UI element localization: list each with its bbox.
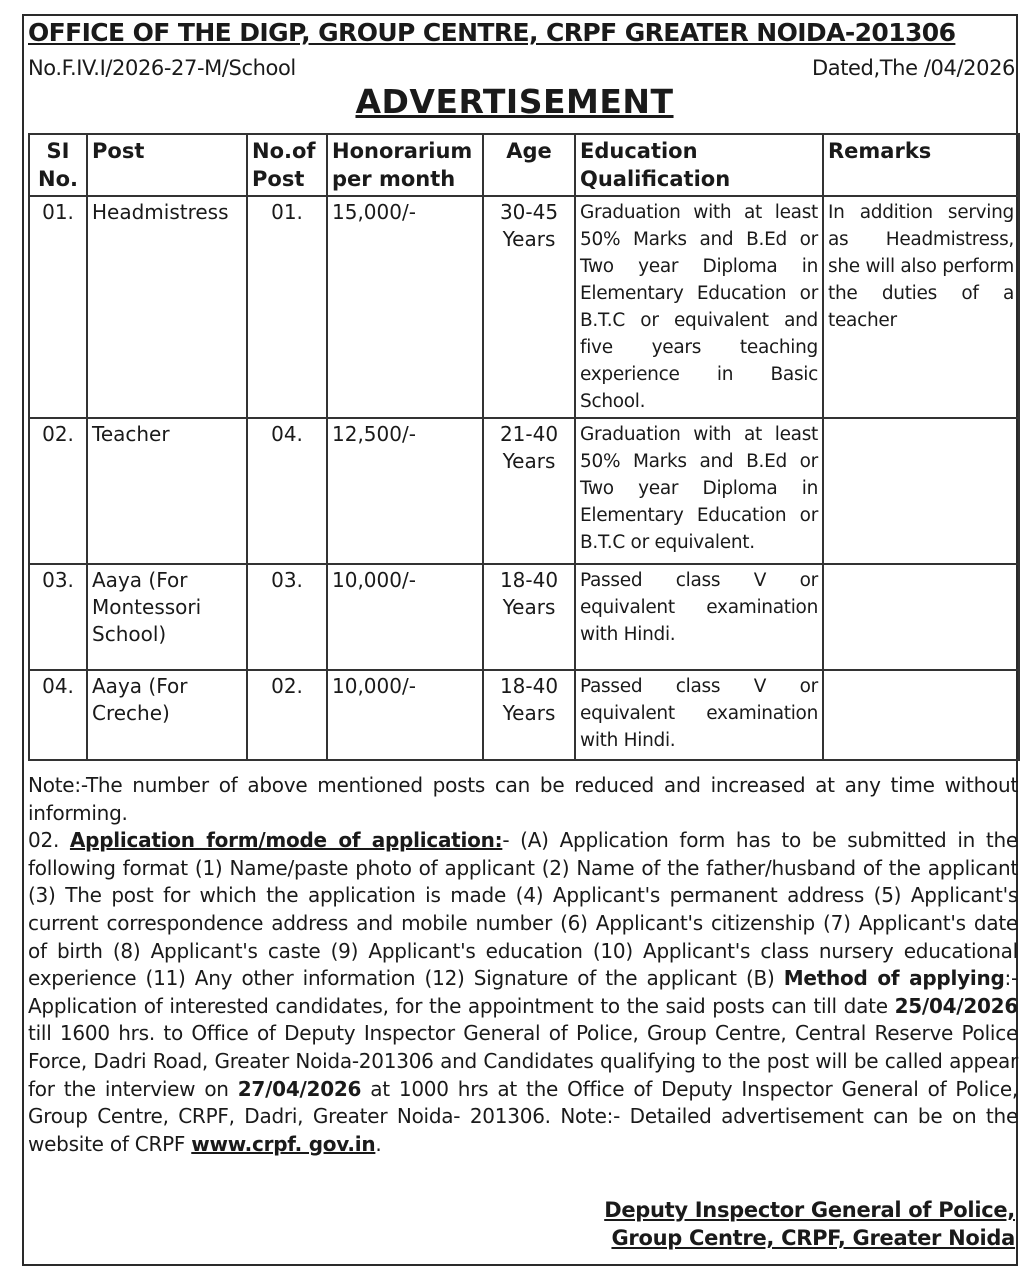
notes-section: [28, 772, 1018, 1158]
cell-count: 01.: [247, 196, 327, 418]
cell-post: Headmistress: [87, 196, 247, 418]
application-paragraph: [28, 827, 1018, 1158]
header-age: Age: [483, 134, 575, 196]
cell-age: 18-40 Years: [483, 670, 575, 760]
table-row: [29, 670, 1019, 760]
cell-post: Teacher: [87, 418, 247, 564]
cell-post: Aaya (For Montessori School): [87, 564, 247, 670]
table-header-row: [29, 134, 1019, 196]
note-posts-variation: Note:-The number of above mentioned posts can be reduced and increased at any time without informing.: [28, 773, 1018, 825]
website-link[interactable]: www.crpf. gov.in: [191, 1131, 376, 1156]
table-row: [29, 564, 1019, 670]
header-honorarium: Honorarium per month: [327, 134, 483, 196]
table-row: [29, 418, 1019, 564]
signature-block: [604, 1196, 1015, 1252]
cell-age: 30-45 Years: [483, 196, 575, 418]
last-date: 25/04/2026: [894, 993, 1018, 1018]
application-form-heading: Application form/mode of application:: [69, 828, 503, 853]
signature-line-1: Deputy Inspector General of Police,: [604, 1198, 1015, 1222]
cell-sl: 02.: [29, 418, 87, 564]
cell-remarks: [823, 418, 1019, 564]
cell-remarks: [823, 564, 1019, 670]
end-dot: .: [375, 1131, 382, 1156]
method-text-3: at 1000 hrs at the Office of Deputy Inspector General of Police, Group Centre, CRPF, Dadri, Greater Noida- 201306. Note:- Detailed advertisement can be on the website of CRPF: [28, 1076, 1018, 1156]
reference-number: No.F.IV.I/2026-27-M/School: [28, 56, 296, 80]
posts-table: [28, 133, 1020, 761]
cell-honorarium: 12,500/-: [327, 418, 483, 564]
table-row: [29, 196, 1019, 418]
method-of-applying-heading: Method of applying: [783, 966, 1005, 991]
cell-education: Graduation with at least 50% Marks and B.Ed or Two year Diploma in Elementary Education or B.T.C or equivalent.: [575, 418, 823, 564]
cell-age: 21-40 Years: [483, 418, 575, 564]
interview-date: 27/04/2026: [237, 1076, 362, 1101]
cell-count: 02.: [247, 670, 327, 760]
cell-post: Aaya (For Creche): [87, 670, 247, 760]
cell-honorarium: 15,000/-: [327, 196, 483, 418]
date-line: Dated,The /04/2026: [811, 56, 1015, 80]
cell-education: Passed class V or equivalent examination with Hindi.: [575, 670, 823, 760]
cell-honorarium: 10,000/-: [327, 564, 483, 670]
cell-sl: 04.: [29, 670, 87, 760]
header-post: Post: [87, 134, 247, 196]
advertisement-heading: ADVERTISEMENT: [355, 82, 674, 121]
cell-education: Graduation with at least 50% Marks and B.Ed or Two year Diploma in Elementary Education or B.T.C or equivalent and five years teaching experience in Basic School.: [575, 196, 823, 418]
paragraph-number: 02.: [28, 828, 70, 853]
cell-age: 18-40 Years: [483, 564, 575, 670]
cell-honorarium: 10,000/-: [327, 670, 483, 760]
header-sl-no: SI No.: [29, 134, 87, 196]
header-no-of-post: No.of Post: [247, 134, 327, 196]
signature-line-2: Group Centre, CRPF, Greater Noida: [611, 1226, 1015, 1250]
cell-count: 04.: [247, 418, 327, 564]
office-title: OFFICE OF THE DIGP, GROUP CENTRE, CRPF GREATER NOIDA-201306: [28, 18, 956, 47]
cell-remarks: [823, 670, 1019, 760]
header-remarks: Remarks: [823, 134, 1019, 196]
application-form-text: - (A) Application form has to be submitted in the following format (1) Name/paste photo of applicant (2) Name of the father/husband of the applicant (3) The post for which the application is made (4) Applicant's permanent address (5) Applicant's current correspondence address and mobile number (6) Applicant's citizenship (7) Applicant's date of birth (8) Applicant's caste (9) Applicant's education (10) Applicant's class nursery educational experience (11) Any other information (12) Signature of the applicant (B): [28, 828, 1018, 991]
cell-remarks: In addition serving as Headmistress, she will also perform the duties of a teacher: [823, 196, 1019, 418]
cell-education: Passed class V or equivalent examination with Hindi.: [575, 564, 823, 670]
method-text-2: till 1600 hrs. to Office of Deputy Inspector General of Police, Group Centre, Central Reserve Police Force, Dadri Road, Greater Noida-201306 and Candidates qualifying to the post will be called appear for the interview on: [28, 1021, 1018, 1101]
cell-sl: 03.: [29, 564, 87, 670]
cell-count: 03.: [247, 564, 327, 670]
header-education: Education Qualification: [575, 134, 823, 196]
method-text-1: :- Application of interested candidates, for the appointment to the said posts can till date: [28, 966, 1019, 1018]
cell-sl: 01.: [29, 196, 87, 418]
